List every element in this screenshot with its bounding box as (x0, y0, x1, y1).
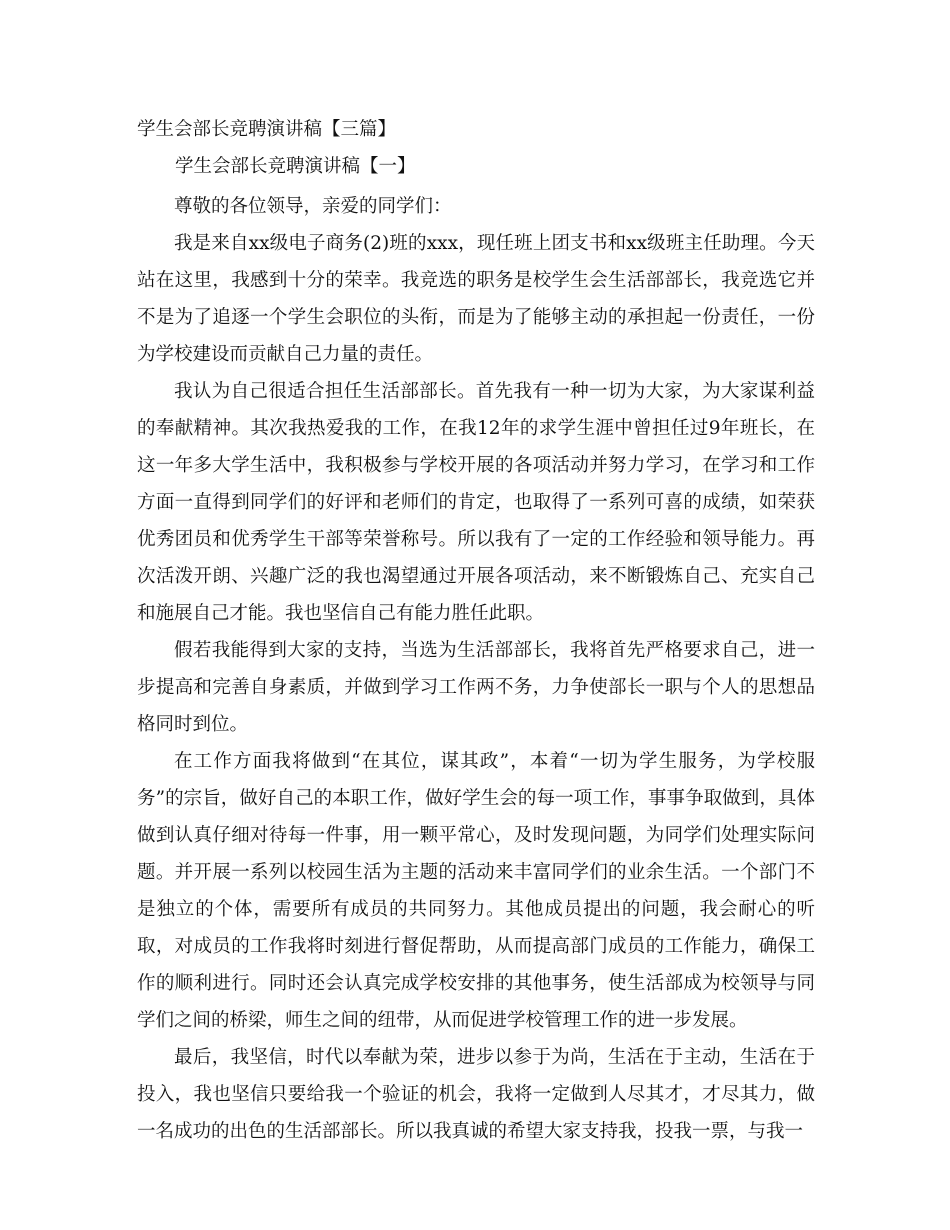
greeting: 尊敬的各位领导，亲爱的同学们： (174, 196, 452, 217)
section-title: 学生会部长竞聘演讲稿【一】 (175, 156, 416, 177)
paragraph-work-plan: 在工作方面我将做到“在其位，谋其政”，本着“一切为学生服务，为学校服务”的宗旨，做好自己的本职工作，做好学生会的每一项工作，事事争取做到，具体做到认真仔细对待每一件事，用一颗平常心，及时发现问题，为同学们处理实际问题。并开展一系列以校园生活为主题的活动来丰富同学们的业余生活。一个部门不是独立的个体，需要所有成员的共同努力。其他成员提出的问题，我会耐心的听取，对成员的工作我将时刻进行督促帮助，从而提高部门成员的工作能力，确保工作的顺利进行。同时还会认真完成学校安排的其他事务，使生活部成为校领导与同学们之间的桥梁，师生之间的纽带，从而促进学校管理工作的进一步发展。 (137, 751, 815, 1031)
paragraph-qualifications: 我认为自己很适合担任生活部部长。首先我有一种一切为大家，为大家谋利益的奉献精神。其次我热爱我的工作，在我12年的求学生涯中曾担任过9年班长，在这一年多大学生活中，我积极参与学校开展的各项活动并努力学习，在学习和工作方面一直得到同学们的好评和老师们的肯定，也取得了一系列可喜的成绩，如荣获优秀团员和优秀学生干部等荣誉称号。所以我有了一定的工作经验和领导能力。再次活泼开朗、兴趣广泛的我也渴望通过开展各项活动，来不断锻炼自己、充实自己和施展自己才能。我也坚信自己有能力胜任此职。 (137, 381, 815, 624)
paragraph-conclusion: 最后，我坚信，时代以奉献为荣，进步以参于为尚，生活在于主动，生活在于投入，我也坚信只要给我一个验证的机会，我将一定做到人尽其才，才尽其力，做一名成功的出色的生活部部长。所以我真诚的希望大家支持我，投我一票，与我一 (137, 1047, 815, 1142)
paragraph-introduction: 我是来自xx级电子商务(2)班的xxx，现任班上团支书和xx级班主任助理。今天站在这里，我感到十分的荣幸。我竞选的职务是校学生会生活部部长，我竞选它并不是为了追逐一个学生会职位的头衔，而是为了能够主动的承担起一份责任，一份为学校建设而贡献自己力量的责任。 (137, 233, 815, 365)
paragraph-commitment: 假若我能得到大家的支持，当选为生活部部长，我将首先严格要求自己，进一步提高和完善自身素质，并做到学习工作两不务，力争使部长一职与个人的思想品格同时到位。 (137, 640, 815, 735)
document-body (137, 188, 815, 1150)
document-title: 学生会部长竞聘演讲稿【三篇】 (137, 119, 397, 140)
